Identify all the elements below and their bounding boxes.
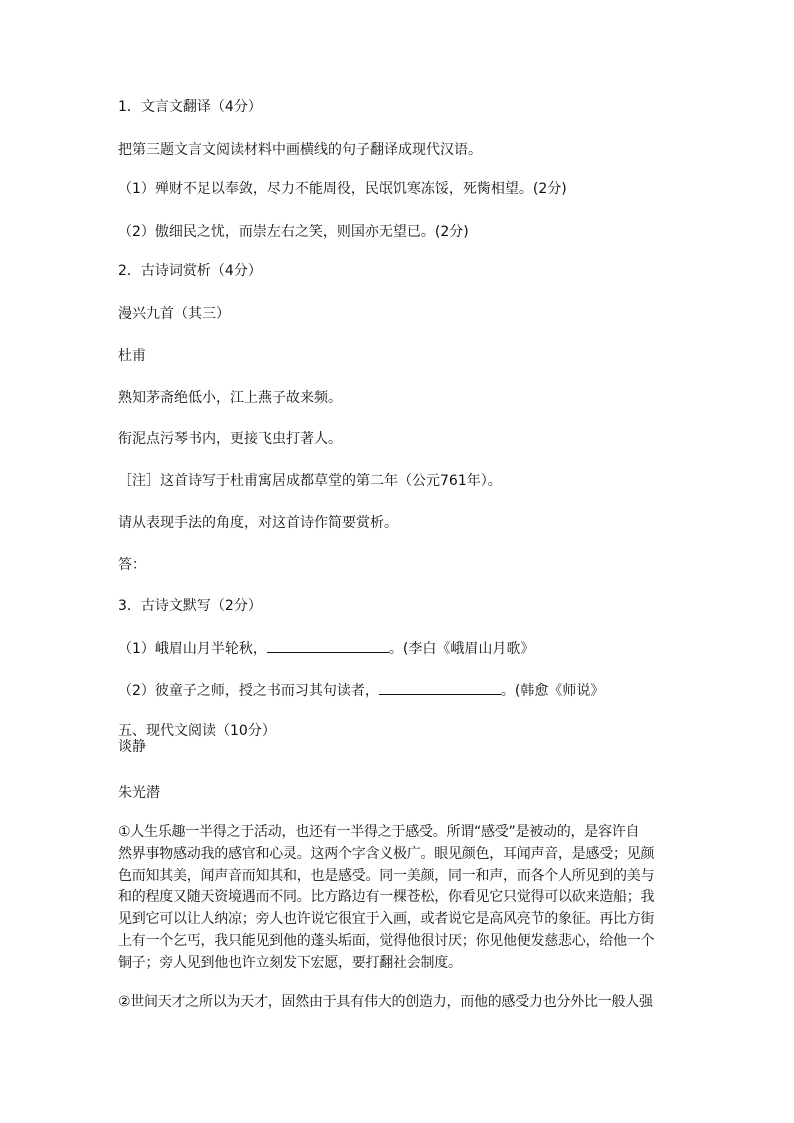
q1-item-2: （2）傲细民之忧，而崇左右之笑，则国亦无望已。(2分): [118, 224, 469, 240]
q1-title: 1．文言文翻译（4分）: [118, 99, 262, 115]
section5-title: 五、现代文阅读（10分）: [118, 723, 276, 739]
paragraph-line: 上有一个乞丐，我只能见到他的蓬头垢面，觉得他很讨厌；你见他便发慈悲心，给他一个: [118, 932, 655, 949]
paragraph-2: [118, 992, 658, 1014]
answer-blank[interactable]: [379, 681, 501, 695]
q2-title: 2．古诗词赏析（4分）: [118, 263, 262, 279]
q3-item-2-source: 。(韩愈《师说》: [500, 683, 605, 699]
paragraph-line: ②世间天才之所以为天才，固然由于具有伟大的创造力，而他的感受力也分外比一般人强: [118, 994, 653, 1010]
paragraph-line: 色而知其美，闻声音而知其和，也是感受。同一美颜，同一和声，而各个人所见到的美与: [118, 867, 655, 884]
article-author: 朱光潜: [118, 785, 160, 801]
paragraph-1: [118, 822, 658, 975]
paragraph-line: 见到它可以让人纳凉；旁人也许说它很宜于入画，或者说它是高风亮节的象征。再比方街: [118, 911, 655, 928]
q3-item-1-source: 。(李白《峨眉山月歌》: [388, 641, 535, 657]
q1-item-1: （1）殚财不足以奉敛，尽力不能周役，民氓饥寒冻馁，死胔相望。(2分): [118, 181, 567, 197]
q3-item-1-prompt: （1）峨眉山月半轮秋，: [118, 641, 267, 657]
answer-label: 答：: [118, 557, 146, 573]
q3-item-2: [118, 681, 604, 700]
answer-blank[interactable]: [267, 639, 389, 653]
paragraph-line: 铜子；旁人见到他也许立刻发下宏愿，要打翻社会制度。: [118, 954, 462, 971]
poet: 杜甫: [118, 348, 146, 364]
q3-item-1: [118, 639, 534, 658]
q2-question: 请从表现手法的角度，对这首诗作简要赏析。: [118, 515, 398, 531]
article-title: 谈静: [118, 739, 146, 755]
paragraph-line: 然界事物感动我的感官和心灵。这两个字含义极广。眼见颜色，耳闻声音，是感受；见颜: [118, 845, 655, 862]
paragraph-line: ①人生乐趣一半得之于活动，也还有一半得之于感受。所谓“感受”是被动的，是容许自: [118, 824, 640, 840]
poem-line-1: 熟知茅斋绝低小，江上燕子故来频。: [118, 390, 342, 406]
q3-title: 3．古诗文默写（2分）: [118, 598, 262, 614]
q1-instruction: 把第三题文言文阅读材料中画横线的句子翻译成现代汉语。: [118, 142, 482, 158]
poem-title: 漫兴九首（其三）: [118, 306, 230, 322]
paragraph-line: 和的程度又随天资境遇而不同。比方路边有一棵苍松，你看见它只觉得可以砍来造船；我: [118, 889, 655, 906]
poem-note: ［注］这首诗写于杜甫寓居成都草堂的第二年（公元761年）。: [118, 473, 502, 489]
poem-line-2: 衔泥点污琴书内，更接飞虫打著人。: [118, 431, 342, 447]
q3-item-2-prompt: （2）彼童子之师，授之书而习其句读者，: [118, 683, 379, 699]
